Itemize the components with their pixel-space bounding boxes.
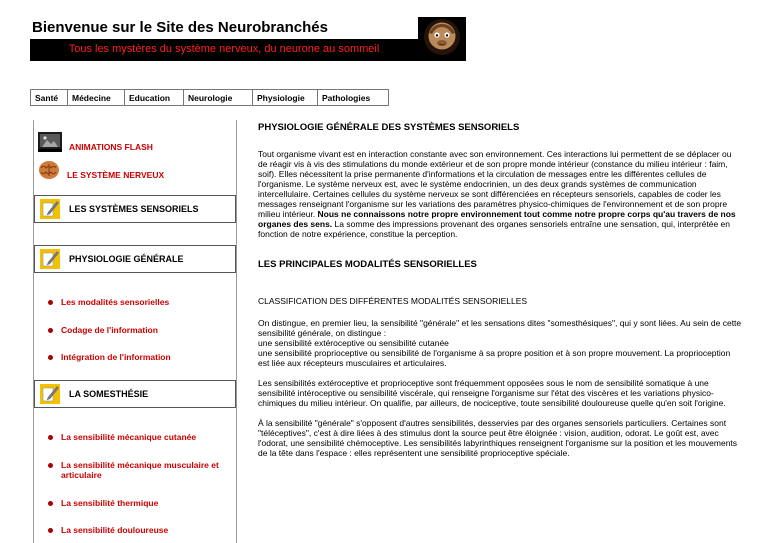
bullet-icon — [48, 300, 53, 305]
sidebar-link-sensibilite-douloureuse[interactable] — [48, 525, 236, 536]
paragraph-text: La somme des impressions provenant des organes sensoriels entraîne une sensation, qui, interprétée en fonction de notre expérience, constitue la perception. — [258, 219, 731, 240]
bullet-icon — [48, 328, 53, 333]
site-banner — [30, 17, 466, 61]
sidebar-item-label: LE SYSTÈME NERVEUX — [67, 170, 165, 180]
sidebar — [33, 120, 237, 543]
sidebar-section-systemes-sensoriels[interactable] — [34, 195, 236, 223]
pencil-icon — [40, 249, 60, 269]
content-paragraph-teleceptives: À la sensibilité "générale" s'opposent d'autres sensibilités, desservies par des organes sensoriels particuliers. Certaines sont "téléceptives", c'est à dire liées à des stimulus dont la source peut être éloignée : vision, audition, odorat. Le goût est, avec l'odorat, une sensibilité chémoceptive. Les sensibilités labyrinthiques renseignent l'organisme sur la position et les mouvements de la tête dans l'espace : elles représentent une sensibilité proprioceptive spéciale. — [258, 418, 738, 459]
nav-tab-neurologie[interactable]: Neurologie — [183, 89, 253, 106]
sidebar-section-physiologie-generale[interactable] — [34, 245, 236, 273]
sidebar-item-animations-flash[interactable] — [38, 132, 236, 152]
sidebar-section-label: LES SYSTÈMES SENSORIELS — [69, 204, 199, 214]
sidebar-section-label: LA SOMESTHÉSIE — [69, 388, 149, 399]
main-content — [258, 120, 742, 468]
nav-tab-physiologie[interactable]: Physiologie — [252, 89, 318, 106]
site-title: Bienvenue sur le Site des Neurobranchés — [30, 17, 418, 39]
nav-tab-sante[interactable]: Santé — [30, 89, 68, 106]
sidebar-link-label: Codage de l'information — [61, 324, 158, 335]
bullet-icon — [48, 501, 53, 506]
bullet-icon — [48, 435, 53, 440]
paragraph-text: On distingue, en premier lieu, la sensibilité "générale" et les sensations dites "somesthésiques", qui y sont liées. Au sein de cette sensibilité générale, on distingue : — [258, 318, 742, 339]
content-subheading-classification: CLASSIFICATION DES DIFFÉRENTES MODALITÉS SENSORIELLES — [258, 296, 528, 307]
sidebar-item-label: ANIMATIONS FLASH — [69, 142, 153, 152]
sidebar-link-codage-information[interactable] — [48, 325, 236, 336]
brain-logo-icon — [423, 18, 461, 61]
nav-tab-pathologies[interactable]: Pathologies — [317, 89, 389, 106]
site-subtitle: Tous les mystères du système nerveux, du neurone au sommeil — [68, 43, 380, 55]
bullet-icon — [48, 463, 53, 468]
bullet-icon — [48, 528, 53, 533]
paragraph-text: Tout organisme vivant est en interaction constante avec son environnement. Ces interactions lui permettent de se déplacer ou de réagir vis à vis des stimulations du monde extérieur et de son propre monde intérieur (constance du milieu intérieur : faim, soif). Elles nécessitent la prise permanente d'informations et la circulation de messages entre les différentes cellules de l'organisme. Le système nerveux est, avec le système endocrinien, un des deux grands systèmes de communication intercellulaire. Certaines cellules du système nerveux se sont différenciées en récepteurs sensoriels, capables de coder les messages renseignant l'organisme sur les variations des paramètres physico-chimiques de l'environnement et de son propre milieu intérieur. — [258, 149, 732, 220]
sidebar-link-modalites-sensorielles[interactable] — [48, 297, 236, 308]
pencil-icon — [40, 384, 60, 404]
sidebar-link-label: La sensibilité thermique — [61, 497, 159, 508]
content-paragraph-intro — [258, 149, 742, 239]
banner-text-area — [30, 17, 418, 61]
flash-animations-icon — [38, 132, 62, 152]
content-heading-physiologie: PHYSIOLOGIE GÉNÉRALE DES SYSTÈMES SENSORIELS — [258, 122, 520, 133]
nav-tab-education[interactable]: Education — [124, 89, 184, 106]
content-paragraph-somatique: Les sensibilités extéroceptive et proprioceptive sont fréquemment opposées sous le nom de sensibilité somatique à une sensibilité intéroceptive ou sensibilité viscérale, qui renseigne l'organisme sur l'état des viscères et les variations physico-chimiques du milieu intérieur. On qualifie, par ailleurs, de nociceptive, toute sensibilité douloureuse quelle qu'en soit l'origine. — [258, 378, 726, 409]
nav-tab-medecine[interactable]: Médecine — [67, 89, 125, 106]
sidebar-link-sensibilite-mecanique-cutanee[interactable] — [48, 432, 236, 443]
sidebar-link-sensibilite-mecanique-musculaire[interactable] — [48, 460, 236, 481]
sidebar-link-label: Les modalités sensorielles — [61, 297, 170, 307]
sidebar-link-label: La sensibilité mécanique musculaire et articulaire — [61, 459, 219, 481]
brain-icon — [38, 160, 60, 180]
sidebar-link-sensibilite-thermique[interactable] — [48, 498, 236, 509]
sidebar-link-label: La sensibilité mécanique cutanée — [61, 431, 197, 442]
site-logo — [418, 17, 466, 61]
content-heading-modalites: LES PRINCIPALES MODALITÉS SENSORIELLES — [258, 259, 477, 271]
top-nav — [30, 89, 389, 106]
sidebar-somesthesie-links — [48, 432, 236, 536]
sidebar-link-label: La sensibilité douloureuse — [61, 525, 169, 536]
sidebar-physiologie-links — [48, 297, 236, 363]
content-paragraph-classification — [258, 318, 742, 368]
paragraph-bold-text: Nous ne connaissons notre propre environnement tout comme notre propre corps qu'au travers de nos organes des sens. — [258, 209, 736, 230]
sidebar-link-integration-information[interactable] — [48, 352, 236, 363]
sidebar-section-label: PHYSIOLOGIE GÉNÉRALE — [69, 254, 184, 264]
paragraph-text: une sensibilité extéroceptive ou sensibilité cutanée — [258, 338, 449, 349]
pencil-icon — [40, 199, 60, 219]
sidebar-item-systeme-nerveux[interactable] — [38, 160, 236, 180]
sidebar-link-label: Intégration de l'information — [61, 352, 171, 363]
sidebar-section-somesthesie[interactable] — [34, 380, 236, 408]
bullet-icon — [48, 355, 53, 360]
paragraph-text: une sensibilité proprioceptive ou sensibilité de l'organisme à sa propre position et à son propre mouvement. La proprioception est liée aux récepteurs musculaires et articulaires. — [258, 348, 731, 369]
